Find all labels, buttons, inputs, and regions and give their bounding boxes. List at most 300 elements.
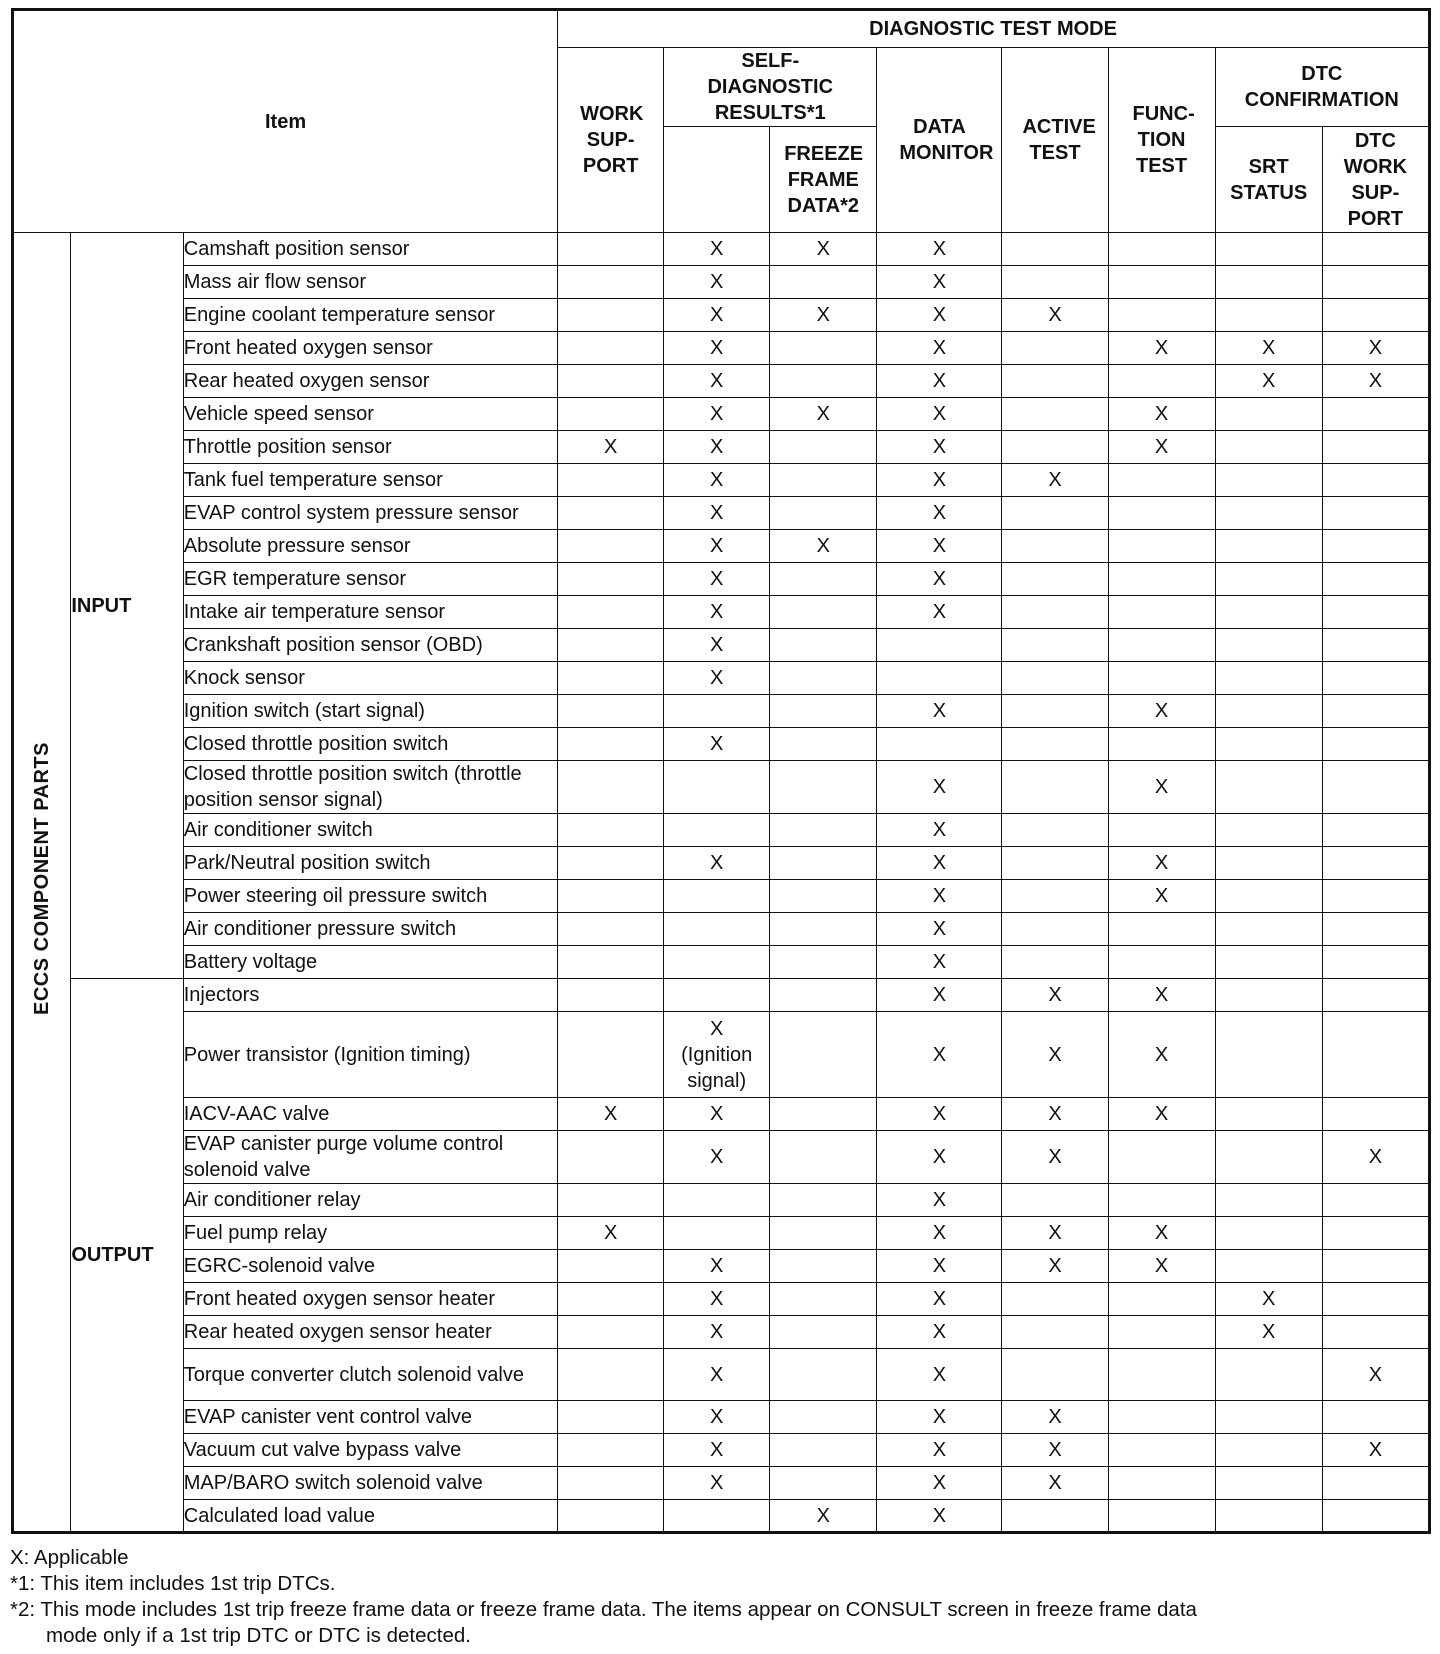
data-monitor-mark: X — [877, 596, 1002, 629]
function-test-mark: X — [1108, 1098, 1215, 1131]
self-diagnostic-results-mark — [664, 880, 770, 913]
dtc-work-support-mark: X — [1322, 365, 1429, 398]
item-name-cell: Vacuum cut valve bypass valve — [183, 1434, 557, 1467]
item-column-header: Item — [13, 10, 558, 233]
work-support-mark — [558, 913, 664, 946]
item-name-cell: Engine coolant temperature sensor — [183, 299, 557, 332]
item-name-cell: EGRC-solenoid valve — [183, 1250, 557, 1283]
work-support-header: WORK SUP- PORT — [558, 48, 664, 233]
function-test-mark: X — [1108, 431, 1215, 464]
self-diagnostic-results-mark: X — [664, 365, 770, 398]
freeze-frame-data-mark — [770, 946, 877, 979]
table-row — [13, 946, 1430, 979]
table-row — [13, 299, 1430, 332]
item-name-cell: EVAP canister vent control valve — [183, 1401, 557, 1434]
dtc-work-support-mark: X — [1322, 1349, 1429, 1401]
work-support-mark — [558, 1250, 664, 1283]
function-test-mark: X — [1108, 847, 1215, 880]
self-diagnostic-results-mark: X — [664, 332, 770, 365]
freeze-frame-data-mark — [770, 728, 877, 761]
table-row — [13, 1401, 1430, 1434]
self-diagnostic-results-mark — [664, 1500, 770, 1533]
freeze-frame-data-mark — [770, 464, 877, 497]
function-test-mark — [1108, 299, 1215, 332]
srt-status-mark — [1215, 1131, 1322, 1184]
function-test-mark — [1108, 1283, 1215, 1316]
table-row — [13, 530, 1430, 563]
dtc-work-support-mark — [1322, 814, 1429, 847]
table-row — [13, 1098, 1430, 1131]
freeze-frame-data-mark — [770, 695, 877, 728]
output-section-label: OUTPUT — [71, 979, 183, 1533]
data-monitor-mark: X — [877, 1217, 1002, 1250]
freeze-frame-data-mark — [770, 332, 877, 365]
footnote-2-line-1: *2: This mode includes 1st trip freeze frame data or freeze frame data. The items appear on CONSULT screen in freeze frame data — [10, 1598, 1197, 1621]
function-test-mark — [1108, 1500, 1215, 1533]
table-row — [13, 1500, 1430, 1533]
work-support-mark — [558, 1401, 664, 1434]
table-row — [13, 266, 1430, 299]
item-name-cell: Torque converter clutch solenoid valve — [183, 1349, 557, 1401]
data-monitor-mark: X — [877, 365, 1002, 398]
work-support-mark — [558, 695, 664, 728]
data-monitor-mark: X — [877, 695, 1002, 728]
item-name-cell: Front heated oxygen sensor heater — [183, 1283, 557, 1316]
freeze-frame-data-mark: X — [770, 398, 877, 431]
data-monitor-mark: X — [877, 299, 1002, 332]
freeze-frame-data-mark: X — [770, 233, 877, 266]
work-support-mark — [558, 596, 664, 629]
item-name-cell: Injectors — [183, 979, 557, 1012]
function-test-mark — [1108, 563, 1215, 596]
table-row — [13, 1434, 1430, 1467]
srt-status-mark — [1215, 695, 1322, 728]
srt-status-mark: X — [1215, 1283, 1322, 1316]
function-test-mark: X — [1108, 1217, 1215, 1250]
freeze-frame-data-mark — [770, 1401, 877, 1434]
active-test-mark: X — [1002, 1401, 1108, 1434]
srt-status-mark — [1215, 299, 1322, 332]
dtc-work-support-mark — [1322, 761, 1429, 814]
freeze-frame-data-mark — [770, 1217, 877, 1250]
freeze-frame-data-mark — [770, 913, 877, 946]
work-support-mark — [558, 1500, 664, 1533]
dtc-work-support-mark: X — [1322, 1434, 1429, 1467]
table-row — [13, 913, 1430, 946]
diagnostic-test-mode-header: DIAGNOSTIC TEST MODE — [558, 10, 1430, 48]
function-test-mark — [1108, 497, 1215, 530]
item-name-cell: Absolute pressure sensor — [183, 530, 557, 563]
active-test-mark: X — [1002, 979, 1108, 1012]
active-test-mark — [1002, 530, 1108, 563]
self-diagnostic-results-mark: X (Ignition signal) — [664, 1012, 770, 1098]
active-test-mark: X — [1002, 1098, 1108, 1131]
function-test-mark — [1108, 365, 1215, 398]
self-diagnostic-results-mark: X — [664, 1316, 770, 1349]
table-row — [13, 880, 1430, 913]
self-diagnostic-results-mark: X — [664, 266, 770, 299]
srt-status-mark — [1215, 1500, 1322, 1533]
work-support-mark — [558, 814, 664, 847]
item-name-cell: EVAP control system pressure sensor — [183, 497, 557, 530]
self-diagnostic-results-mark: X — [664, 629, 770, 662]
dtc-work-support-mark — [1322, 847, 1429, 880]
self-diagnostic-results-mark — [664, 814, 770, 847]
data-monitor-header: DATA MONITOR — [877, 48, 1002, 233]
active-test-mark — [1002, 695, 1108, 728]
work-support-mark — [558, 1467, 664, 1500]
item-name-cell: Tank fuel temperature sensor — [183, 464, 557, 497]
self-diagnostic-results-mark: X — [664, 497, 770, 530]
work-support-mark — [558, 464, 664, 497]
self-diagnostic-results-mark — [664, 1217, 770, 1250]
data-monitor-mark: X — [877, 880, 1002, 913]
freeze-frame-data-mark — [770, 629, 877, 662]
dtc-work-support-mark — [1322, 431, 1429, 464]
work-support-mark — [558, 946, 664, 979]
self-diagnostic-results-mark — [664, 761, 770, 814]
srt-status-mark — [1215, 1467, 1322, 1500]
self-diagnostic-results-mark: X — [664, 596, 770, 629]
freeze-frame-data-mark — [770, 497, 877, 530]
work-support-mark — [558, 497, 664, 530]
freeze-frame-data-mark — [770, 1131, 877, 1184]
active-test-mark: X — [1002, 1012, 1108, 1098]
active-test-mark: X — [1002, 1467, 1108, 1500]
dtc-work-support-mark — [1322, 398, 1429, 431]
self-diagnostic-results-mark — [664, 979, 770, 1012]
srt-status-mark — [1215, 398, 1322, 431]
active-test-mark — [1002, 596, 1108, 629]
dtc-work-support-mark — [1322, 728, 1429, 761]
table-row — [13, 1184, 1430, 1217]
self-diagnostic-results-mark: X — [664, 847, 770, 880]
self-diagnostic-results-mark: X — [664, 1349, 770, 1401]
self-diagnostic-results-mark: X — [664, 464, 770, 497]
table-row — [13, 1250, 1430, 1283]
item-name-cell: Crankshaft position sensor (OBD) — [183, 629, 557, 662]
table-row — [13, 1131, 1430, 1184]
freeze-frame-data-mark — [770, 979, 877, 1012]
data-monitor-mark: X — [877, 1467, 1002, 1500]
active-test-mark: X — [1002, 299, 1108, 332]
data-monitor-mark: X — [877, 332, 1002, 365]
active-test-mark — [1002, 946, 1108, 979]
data-monitor-mark: X — [877, 847, 1002, 880]
freeze-frame-data-mark — [770, 814, 877, 847]
legend-note: X: Applicable — [10, 1546, 129, 1569]
data-monitor-mark: X — [877, 1250, 1002, 1283]
active-test-header: ACTIVE TEST — [1002, 48, 1108, 233]
self-diagnostic-results-mark: X — [664, 1401, 770, 1434]
dtc-work-support-mark — [1322, 299, 1429, 332]
dtc-work-support-mark — [1322, 530, 1429, 563]
data-monitor-mark: X — [877, 1349, 1002, 1401]
function-test-mark — [1108, 946, 1215, 979]
item-name-cell: Ignition switch (start signal) — [183, 695, 557, 728]
active-test-mark: X — [1002, 1250, 1108, 1283]
work-support-mark — [558, 847, 664, 880]
active-test-mark — [1002, 266, 1108, 299]
function-test-mark — [1108, 629, 1215, 662]
freeze-frame-data-mark — [770, 1283, 877, 1316]
srt-status-mark — [1215, 1401, 1322, 1434]
function-test-mark — [1108, 464, 1215, 497]
data-monitor-mark: X — [877, 1434, 1002, 1467]
item-name-cell: Throttle position sensor — [183, 431, 557, 464]
item-name-cell: Air conditioner relay — [183, 1184, 557, 1217]
srt-status-mark — [1215, 233, 1322, 266]
dtc-work-support-mark — [1322, 662, 1429, 695]
function-test-mark: X — [1108, 761, 1215, 814]
dtc-work-support-mark — [1322, 913, 1429, 946]
dtc-work-support-mark — [1322, 266, 1429, 299]
work-support-mark — [558, 1349, 664, 1401]
self-diagnostic-results-mark: X — [664, 1434, 770, 1467]
data-monitor-mark: X — [877, 464, 1002, 497]
active-test-mark: X — [1002, 464, 1108, 497]
self-diagnostic-results-mark: X — [664, 431, 770, 464]
self-diagnostic-results-mark — [664, 946, 770, 979]
work-support-mark: X — [558, 431, 664, 464]
dtc-work-support-mark — [1322, 497, 1429, 530]
active-test-mark — [1002, 398, 1108, 431]
srt-status-mark — [1215, 913, 1322, 946]
footnote-2-line-2: mode only if a 1st trip DTC or DTC is detected. — [46, 1624, 471, 1647]
function-test-mark: X — [1108, 979, 1215, 1012]
table-row — [13, 596, 1430, 629]
dtc-work-support-mark — [1322, 596, 1429, 629]
item-name-cell: EVAP canister purge volume control solenoid valve — [183, 1131, 557, 1184]
self-diagnostic-results-mark: X — [664, 1098, 770, 1131]
data-monitor-mark: X — [877, 979, 1002, 1012]
table-row — [13, 1217, 1430, 1250]
function-test-mark — [1108, 814, 1215, 847]
self-diagnostic-results-mark — [664, 695, 770, 728]
footnote-1: *1: This item includes 1st trip DTCs. — [10, 1572, 336, 1595]
active-test-mark: X — [1002, 1217, 1108, 1250]
srt-status-mark: X — [1215, 365, 1322, 398]
data-monitor-mark: X — [877, 1012, 1002, 1098]
work-support-mark — [558, 761, 664, 814]
function-test-mark: X — [1108, 695, 1215, 728]
data-monitor-mark: X — [877, 1401, 1002, 1434]
dtc-work-support-mark — [1322, 880, 1429, 913]
work-support-mark — [558, 1434, 664, 1467]
function-test-mark — [1108, 913, 1215, 946]
freeze-frame-data-mark — [770, 1250, 877, 1283]
dtc-work-support-mark — [1322, 1316, 1429, 1349]
item-name-cell: Knock sensor — [183, 662, 557, 695]
data-monitor-mark: X — [877, 814, 1002, 847]
item-name-cell: EGR temperature sensor — [183, 563, 557, 596]
freeze-frame-data-mark: X — [770, 299, 877, 332]
srt-status-mark — [1215, 1250, 1322, 1283]
dtc-work-support-mark — [1322, 1500, 1429, 1533]
table-row — [13, 1283, 1430, 1316]
freeze-frame-data-mark — [770, 761, 877, 814]
table-row — [13, 629, 1430, 662]
active-test-mark — [1002, 365, 1108, 398]
item-name-cell: Closed throttle position switch — [183, 728, 557, 761]
active-test-mark — [1002, 629, 1108, 662]
work-support-mark — [558, 662, 664, 695]
eccs-component-parts-text: ECCS COMPONENT PARTS — [31, 742, 54, 1015]
table-row — [13, 332, 1430, 365]
freeze-frame-data-mark — [770, 1467, 877, 1500]
freeze-frame-data-mark — [770, 880, 877, 913]
dtc-work-support-mark — [1322, 1217, 1429, 1250]
active-test-mark — [1002, 563, 1108, 596]
active-test-mark — [1002, 1500, 1108, 1533]
table-body — [13, 233, 1430, 1533]
item-name-cell: Air conditioner pressure switch — [183, 913, 557, 946]
freeze-frame-data-mark — [770, 596, 877, 629]
dtc-work-support-mark — [1322, 1401, 1429, 1434]
table-row — [13, 662, 1430, 695]
work-support-mark — [558, 1012, 664, 1098]
self-diagnostic-results-mark: X — [664, 563, 770, 596]
table-row — [13, 1012, 1430, 1098]
srt-status-mark — [1215, 431, 1322, 464]
dtc-work-support-mark — [1322, 233, 1429, 266]
function-test-header: FUNC- TION TEST — [1108, 48, 1215, 233]
self-diagnostic-results-mark: X — [664, 1467, 770, 1500]
self-diagnostic-results-mark: X — [664, 530, 770, 563]
freeze-frame-data-mark — [770, 563, 877, 596]
data-monitor-mark: X — [877, 233, 1002, 266]
table-row — [13, 563, 1430, 596]
srt-status-mark — [1215, 728, 1322, 761]
function-test-mark: X — [1108, 398, 1215, 431]
table-row — [13, 398, 1430, 431]
freeze-frame-data-mark — [770, 1349, 877, 1401]
work-support-mark — [558, 1316, 664, 1349]
table-row — [13, 979, 1430, 1012]
dtc-work-support-mark — [1322, 1184, 1429, 1217]
self-diagnostic-results-mark — [664, 1184, 770, 1217]
srt-status-mark: X — [1215, 332, 1322, 365]
self-diagnostic-results-mark: X — [664, 398, 770, 431]
dtc-work-support-mark — [1322, 563, 1429, 596]
dtc-work-support-mark — [1322, 1098, 1429, 1131]
srt-status-mark — [1215, 946, 1322, 979]
srt-status-mark — [1215, 530, 1322, 563]
item-name-cell: Power transistor (Ignition timing) — [183, 1012, 557, 1098]
work-support-mark — [558, 728, 664, 761]
self-diagnostic-results-subheader-blank — [664, 127, 770, 233]
self-diagnostic-results-mark — [664, 913, 770, 946]
srt-status-mark — [1215, 497, 1322, 530]
work-support-mark — [558, 1283, 664, 1316]
table-row — [13, 233, 1430, 266]
item-name-cell: Vehicle speed sensor — [183, 398, 557, 431]
active-test-mark — [1002, 662, 1108, 695]
function-test-mark — [1108, 530, 1215, 563]
work-support-mark — [558, 332, 664, 365]
item-name-cell: Air conditioner switch — [183, 814, 557, 847]
data-monitor-mark — [877, 728, 1002, 761]
self-diagnostic-results-mark: X — [664, 233, 770, 266]
active-test-mark — [1002, 233, 1108, 266]
srt-status-mark — [1215, 761, 1322, 814]
dtc-work-support-mark — [1322, 1250, 1429, 1283]
dtc-work-support-mark — [1322, 464, 1429, 497]
srt-status-mark — [1215, 662, 1322, 695]
table-row — [13, 814, 1430, 847]
item-name-cell: MAP/BARO switch solenoid valve — [183, 1467, 557, 1500]
work-support-mark — [558, 530, 664, 563]
active-test-mark — [1002, 1316, 1108, 1349]
srt-status-mark — [1215, 880, 1322, 913]
dtc-work-support-mark — [1322, 946, 1429, 979]
data-monitor-mark: X — [877, 946, 1002, 979]
active-test-mark — [1002, 1184, 1108, 1217]
srt-status-mark — [1215, 1434, 1322, 1467]
function-test-mark — [1108, 1434, 1215, 1467]
data-monitor-mark: X — [877, 530, 1002, 563]
data-monitor-mark: X — [877, 913, 1002, 946]
item-name-cell: Calculated load value — [183, 1500, 557, 1533]
srt-status-mark — [1215, 1184, 1322, 1217]
srt-status-mark — [1215, 1349, 1322, 1401]
freeze-frame-data-mark — [770, 1184, 877, 1217]
item-name-cell: Rear heated oxygen sensor heater — [183, 1316, 557, 1349]
table-row — [13, 1467, 1430, 1500]
item-name-cell: Rear heated oxygen sensor — [183, 365, 557, 398]
freeze-frame-data-mark — [770, 1316, 877, 1349]
item-name-cell: Fuel pump relay — [183, 1217, 557, 1250]
freeze-frame-data-mark — [770, 365, 877, 398]
srt-status-mark — [1215, 1012, 1322, 1098]
dtc-work-support-mark — [1322, 979, 1429, 1012]
active-test-mark — [1002, 761, 1108, 814]
dtc-work-support-mark — [1322, 695, 1429, 728]
srt-status-mark — [1215, 563, 1322, 596]
active-test-mark: X — [1002, 1434, 1108, 1467]
item-name-cell: Power steering oil pressure switch — [183, 880, 557, 913]
srt-status-mark — [1215, 814, 1322, 847]
work-support-mark — [558, 563, 664, 596]
dtc-work-support-mark: X — [1322, 1131, 1429, 1184]
freeze-frame-data-header: FREEZE FRAME DATA*2 — [770, 127, 877, 233]
self-diagnostic-results-mark: X — [664, 728, 770, 761]
freeze-frame-data-mark — [770, 847, 877, 880]
dtc-work-support-mark — [1322, 629, 1429, 662]
function-test-mark — [1108, 1184, 1215, 1217]
diagnostic-test-mode-table — [11, 8, 1431, 1534]
srt-status-mark — [1215, 1217, 1322, 1250]
table-row — [13, 431, 1430, 464]
freeze-frame-data-mark — [770, 266, 877, 299]
item-name-cell: IACV-AAC valve — [183, 1098, 557, 1131]
data-monitor-mark: X — [877, 1500, 1002, 1533]
srt-status-header: SRT STATUS — [1215, 127, 1322, 233]
function-test-mark: X — [1108, 1250, 1215, 1283]
self-diagnostic-results-mark: X — [664, 1283, 770, 1316]
data-monitor-mark: X — [877, 266, 1002, 299]
item-name-cell: Front heated oxygen sensor — [183, 332, 557, 365]
table-row — [13, 847, 1430, 880]
function-test-mark — [1108, 728, 1215, 761]
work-support-mark — [558, 365, 664, 398]
function-test-mark — [1108, 596, 1215, 629]
dtc-work-support-mark — [1322, 1467, 1429, 1500]
data-monitor-mark: X — [877, 1316, 1002, 1349]
srt-status-mark: X — [1215, 1316, 1322, 1349]
active-test-mark — [1002, 880, 1108, 913]
dtc-work-support-mark — [1322, 1012, 1429, 1098]
